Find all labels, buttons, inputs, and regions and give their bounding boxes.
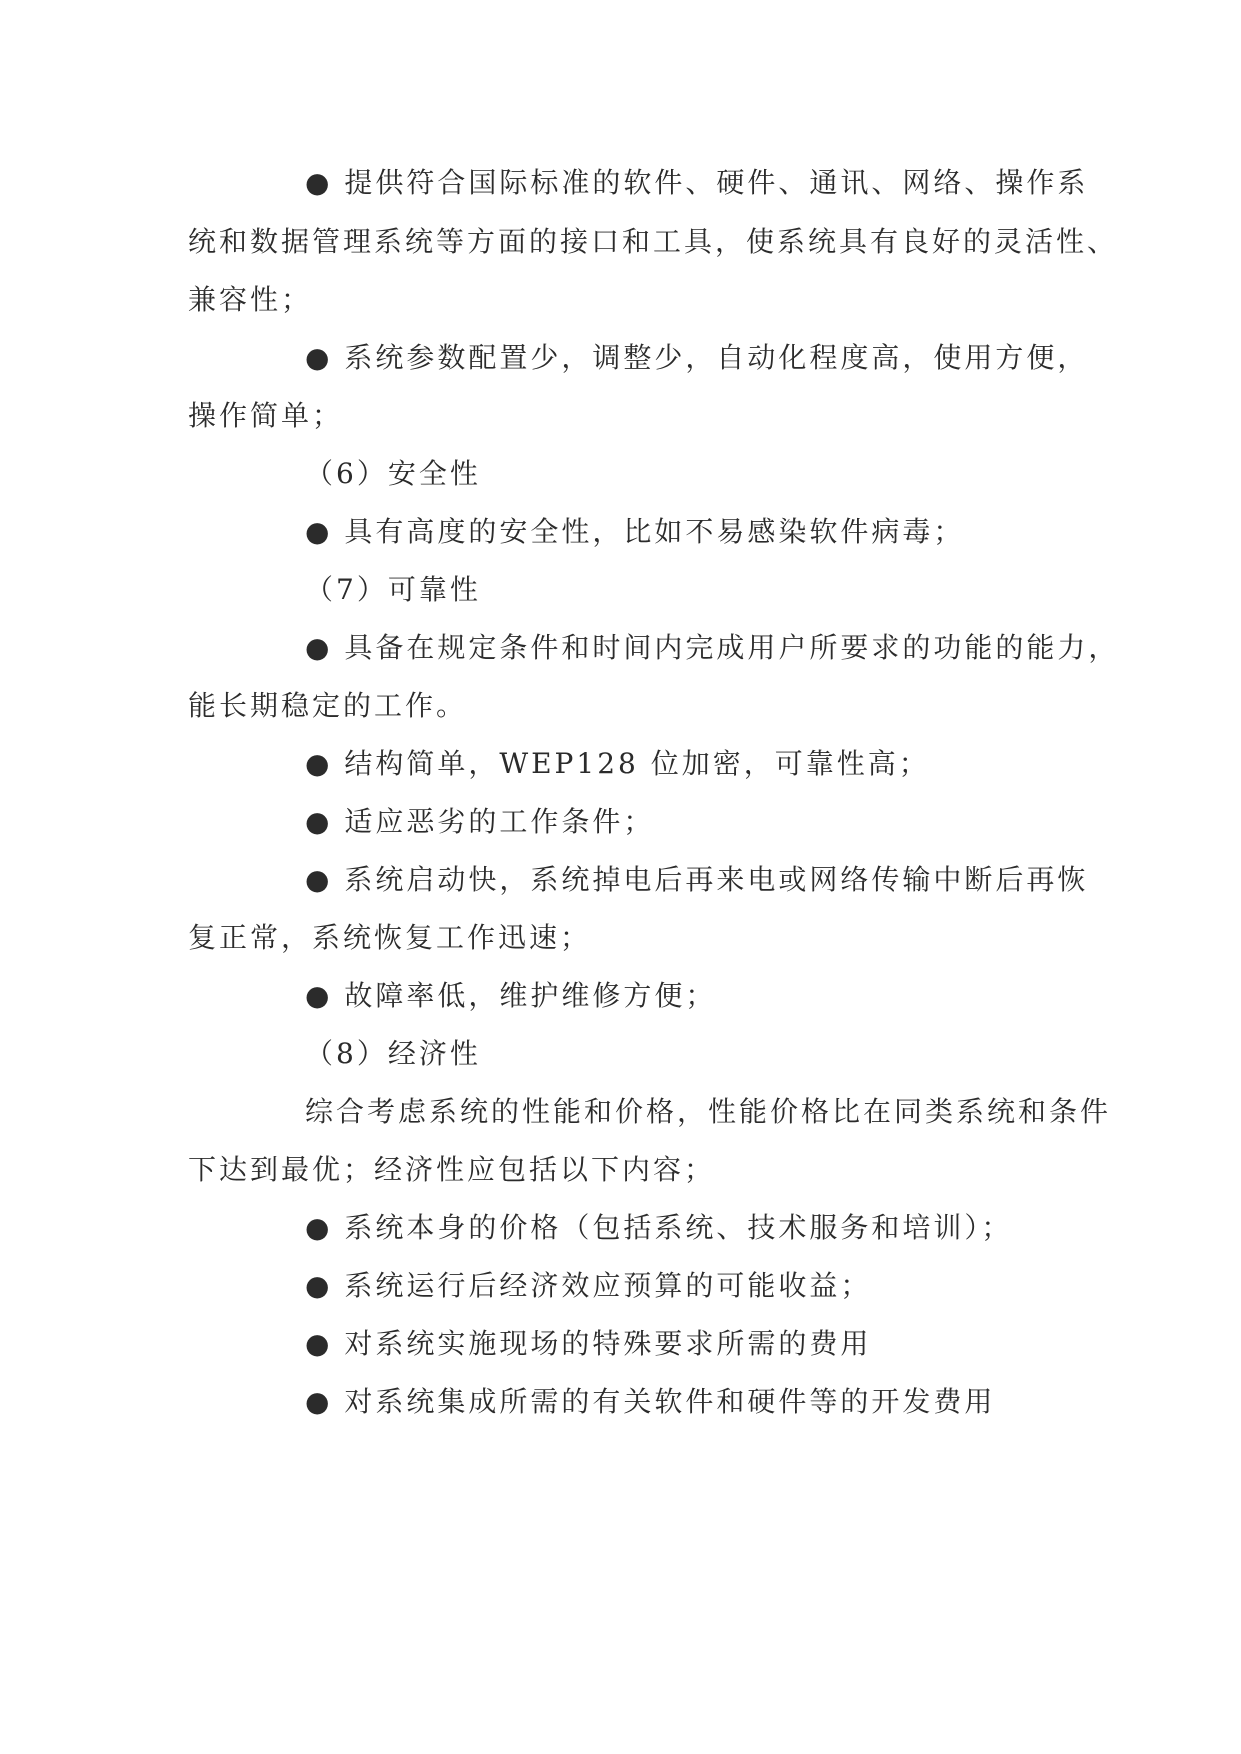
bullet-item-encryption: ● 结构简单，WEP128 位加密，可靠性高； [305, 747, 930, 780]
paragraph-line: 下达到最优；经济性应包括以下内容； [188, 1153, 716, 1186]
bullet-item-site-cost: ● 对系统实施现场的特殊要求所需的费用 [305, 1327, 872, 1360]
paragraph-line: 统和数据管理系统等方面的接口和工具，使系统具有良好的灵活性、 [188, 225, 1119, 258]
paragraph-line: 兼容性； [188, 283, 313, 316]
section-heading-reliability: （7）可靠性 [305, 573, 481, 606]
bullet-item-conditions: ● 适应恶劣的工作条件； [305, 805, 655, 838]
bullet-item-config: ● 系统参数配置少，调整少，自动化程度高，使用方便， [305, 341, 1089, 374]
bullet-item-security: ● 具有高度的安全性，比如不易感染软件病毒； [305, 515, 965, 548]
bullet-item-dev-cost: ● 对系统集成所需的有关软件和硬件等的开发费用 [305, 1385, 996, 1418]
paragraph-line: 能长期稳定的工作。 [188, 689, 468, 722]
bullet-item-maintenance: ● 故障率低，维护维修方便； [305, 979, 717, 1012]
paragraph-line: 操作简单； [188, 399, 344, 432]
bullet-item-benefit: ● 系统运行后经济效应预算的可能收益； [305, 1269, 872, 1302]
bullet-item-standards: ● 提供符合国际标准的软件、硬件、通讯、网络、操作系 [305, 166, 1089, 199]
section-heading-economy: （8）经济性 [305, 1037, 481, 1070]
paragraph-line: 综合考虑系统的性能和价格，性能价格比在同类系统和条件 [305, 1095, 1112, 1128]
bullet-item-price: ● 系统本身的价格（包括系统、技术服务和培训）； [305, 1211, 1013, 1244]
section-heading-security: （6）安全性 [305, 457, 481, 490]
bullet-item-startup: ● 系统启动快，系统掉电后再来电或网络传输中断后再恢 [305, 863, 1089, 896]
paragraph-line: 复正常，系统恢复工作迅速； [188, 921, 592, 954]
bullet-item-capability: ● 具备在规定条件和时间内完成用户所要求的功能的能力， [305, 631, 1120, 664]
